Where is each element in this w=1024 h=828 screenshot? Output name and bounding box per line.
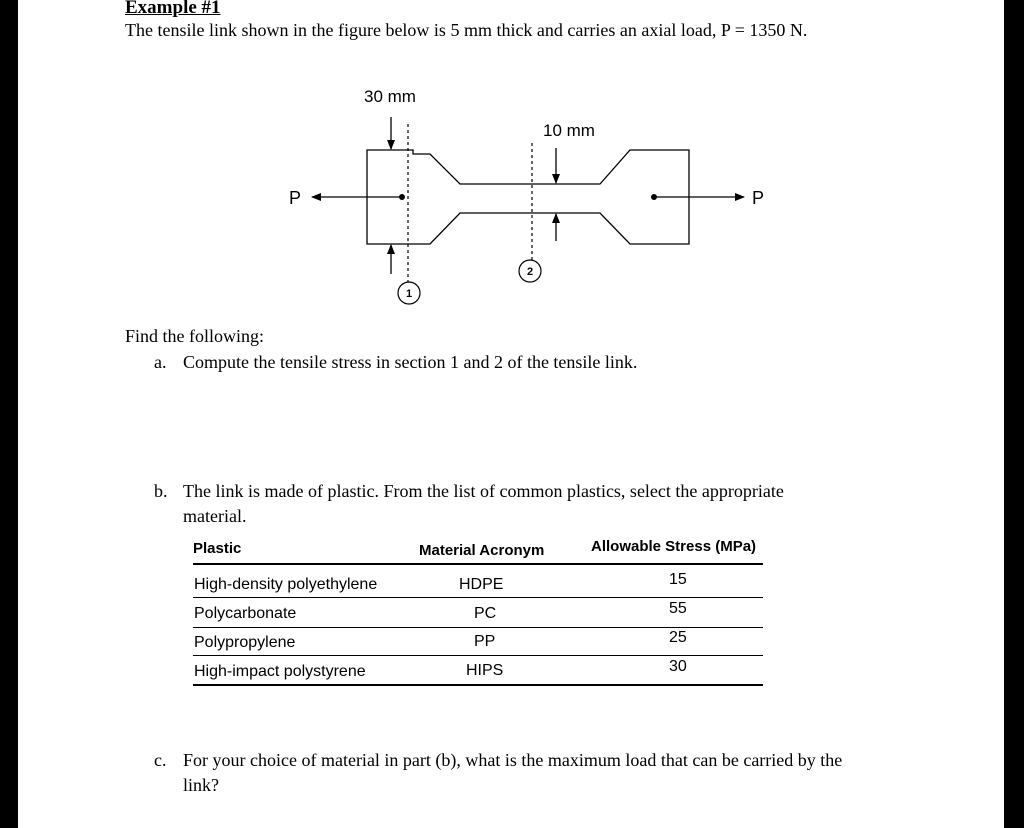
header-rule-2	[418, 563, 763, 565]
section-2-label: 2	[526, 266, 534, 278]
document-page	[18, 0, 1004, 828]
row-rule	[193, 655, 763, 656]
table-cell: 55	[669, 600, 687, 617]
problem-statement: The tensile link shown in the figure below is 5 mm thick and carries an axial load, P = 1350 N.	[125, 20, 808, 40]
question-text-line-2: material.	[183, 506, 247, 526]
question-text-line-1: For your choice of material in part (b), what is the maximum load that can be carried by the	[183, 750, 843, 770]
table-cell: High-density polyethylene	[194, 576, 378, 593]
table-cell: 30	[669, 658, 687, 675]
row-rule	[193, 627, 763, 628]
table-cell: PP	[474, 633, 496, 650]
table-bottom-rule	[193, 684, 763, 686]
example-title: Example #1	[125, 0, 221, 18]
tensile-link-drawing	[18, 0, 1004, 320]
question-letter: b.	[154, 481, 168, 501]
table-cell: HIPS	[466, 662, 504, 679]
header-allowable-stress: Allowable Stress (MPa)	[591, 538, 757, 555]
table-cell: 25	[669, 629, 687, 646]
table-cell: Polypropylene	[194, 634, 296, 651]
question-text: Compute the tensile stress in section 1 and 2 of the tensile link.	[183, 352, 638, 372]
dim-10-label: 10 mm	[543, 121, 595, 140]
load-label-right: P	[751, 188, 765, 208]
find-heading: Find the following:	[125, 326, 264, 346]
question-text-line-1: The link is made of plastic. From the list of common plastics, select the appropriate	[183, 481, 784, 501]
header-acronym: Material Acronym	[419, 542, 545, 559]
load-label-left: P	[288, 188, 302, 208]
question-letter: c.	[154, 750, 167, 770]
question-letter: a.	[154, 352, 167, 372]
section-1-label: 1	[405, 288, 413, 300]
dim-30-label: 30 mm	[364, 87, 416, 106]
link-outline	[367, 150, 689, 244]
row-rule	[193, 597, 763, 598]
load-point-right	[651, 194, 657, 200]
question-b	[154, 479, 914, 531]
table-cell: 15	[669, 571, 687, 588]
question-text-line-2: link?	[183, 775, 219, 795]
question-a	[154, 350, 914, 376]
plastics-table	[193, 536, 763, 692]
table-cell: Polycarbonate	[194, 605, 297, 622]
table-cell: High-impact polystyrene	[194, 663, 366, 680]
tensile-link-figure	[18, 0, 1004, 320]
header-plastic: Plastic	[193, 540, 242, 557]
load-point-left	[399, 194, 405, 200]
table-cell: HDPE	[459, 576, 504, 593]
header-rule-1	[193, 563, 418, 565]
table-cell: PC	[474, 605, 497, 622]
question-c	[154, 748, 934, 800]
